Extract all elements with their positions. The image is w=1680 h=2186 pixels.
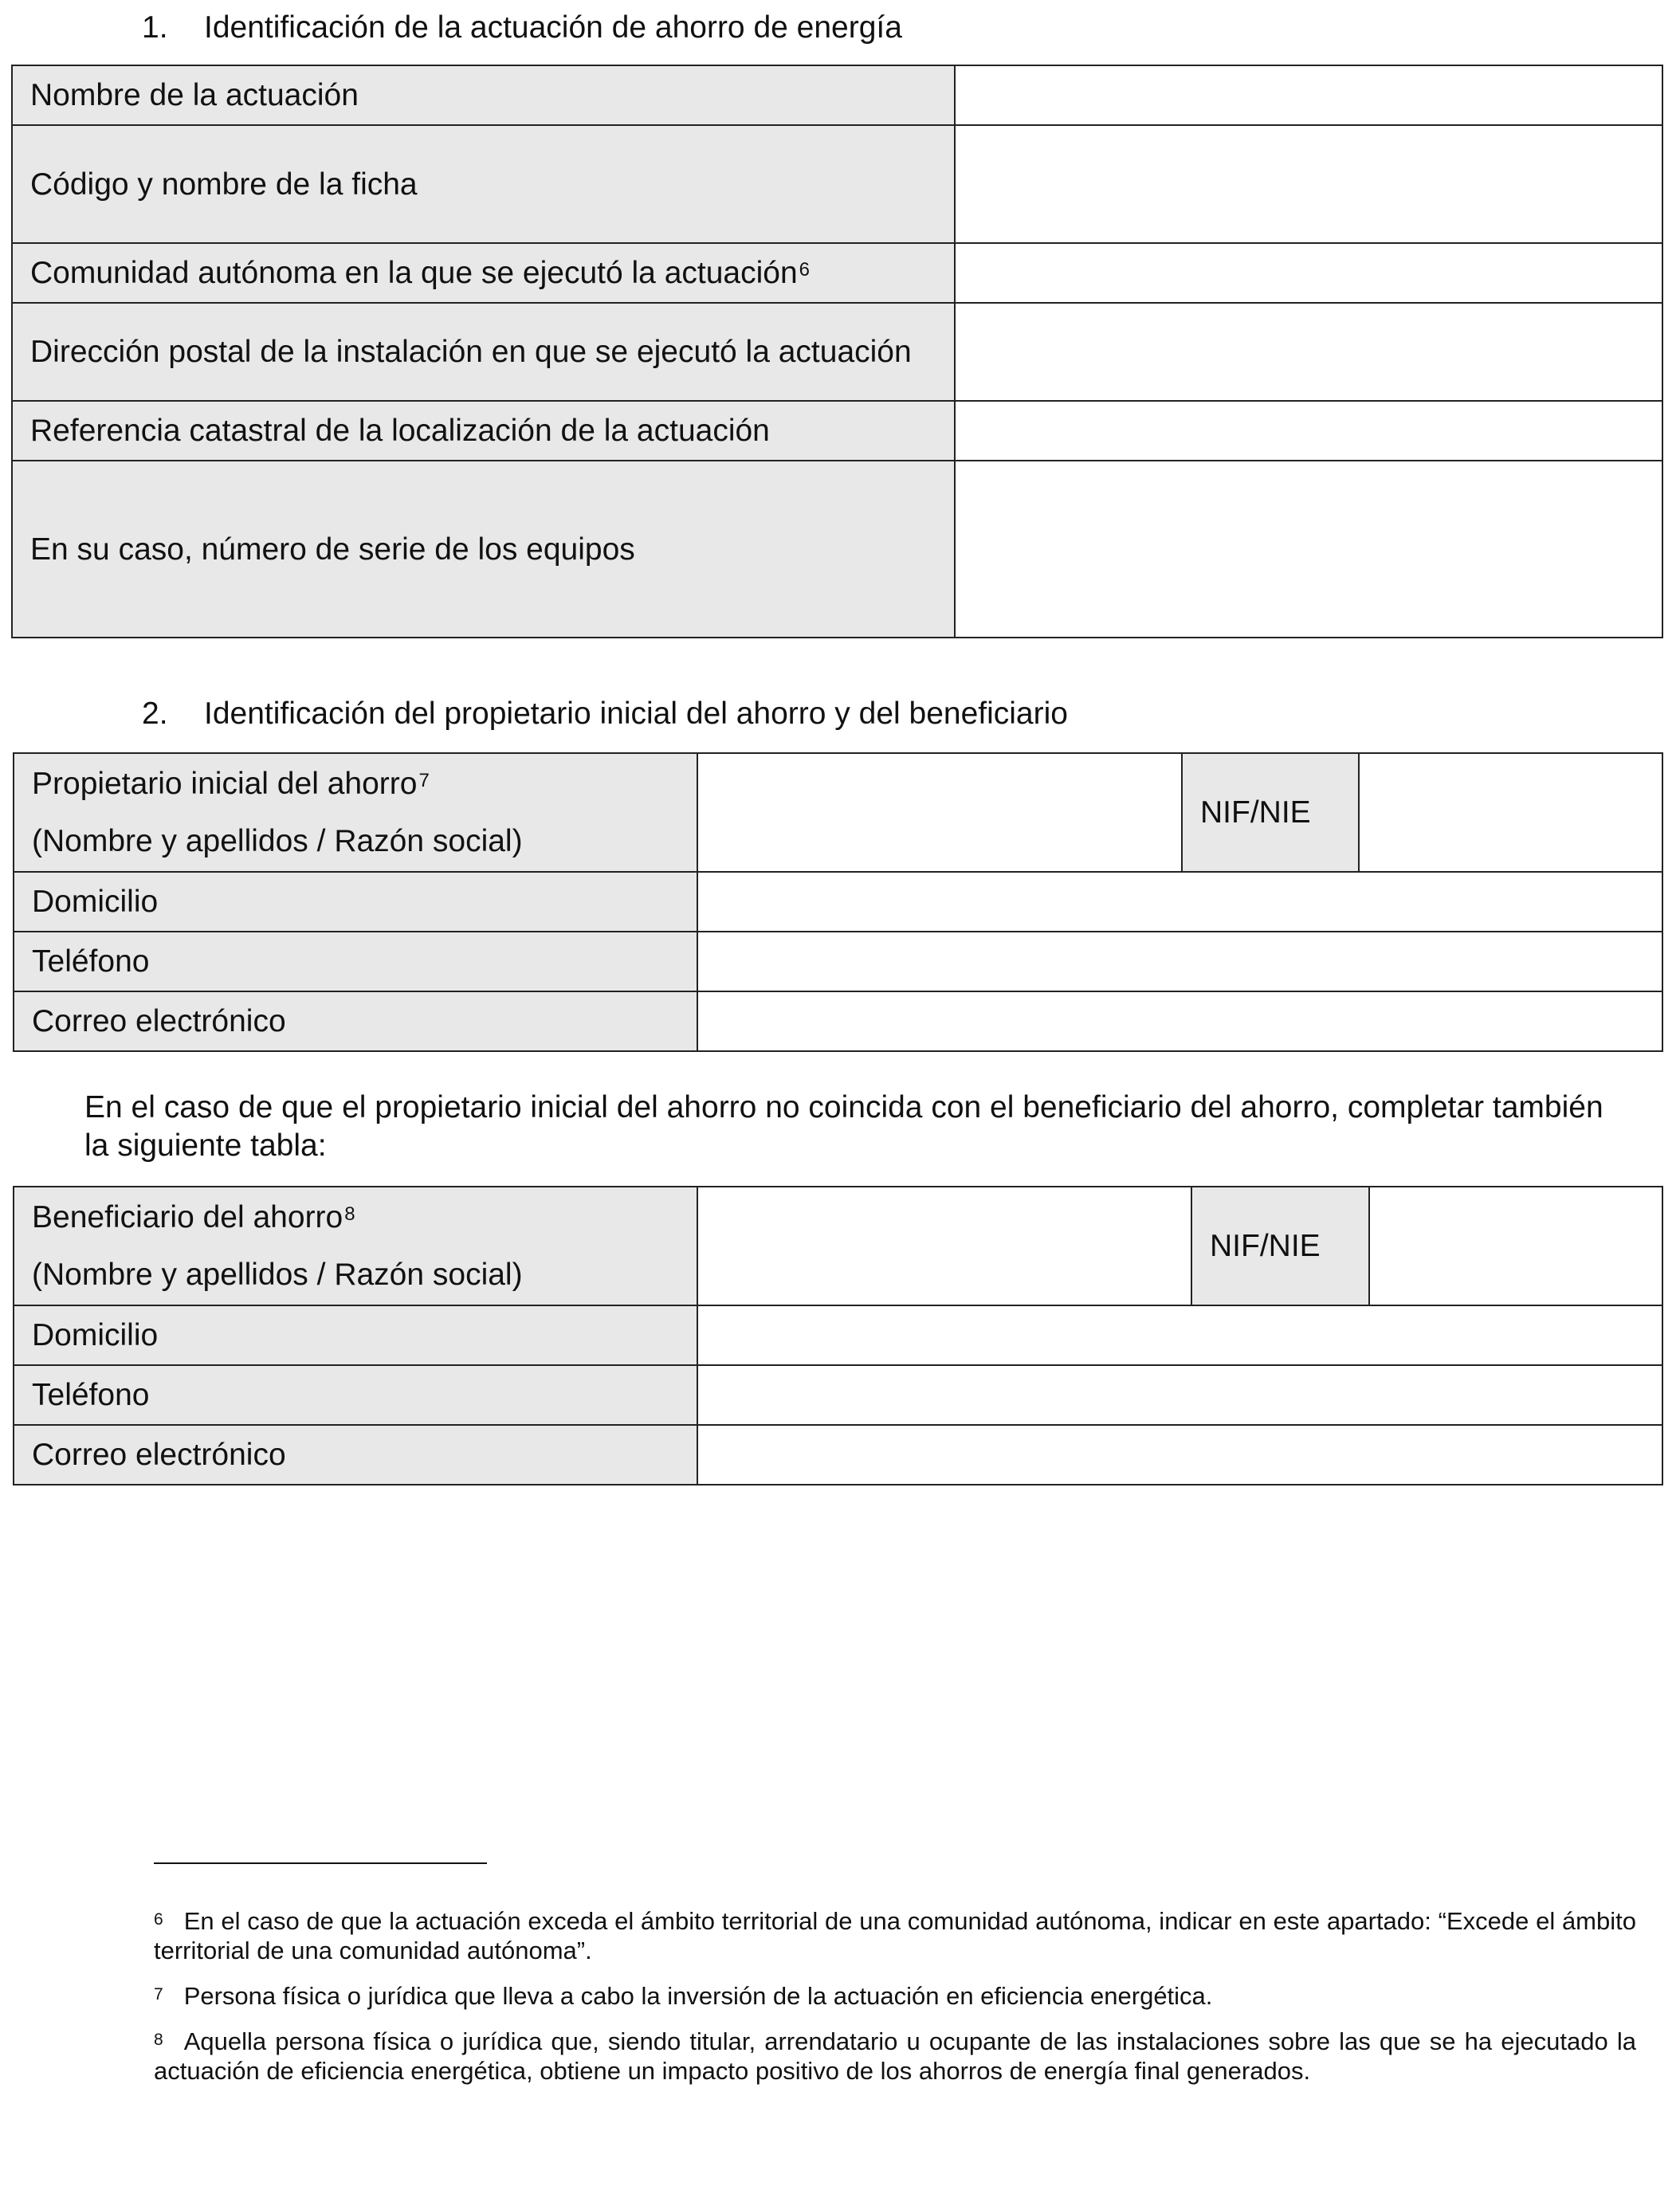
section-2-title: Identificación del propietario inicial del ahorro y del beneficiario: [204, 697, 1068, 731]
beneficiary-nif-label: NIF/NIE: [1191, 1187, 1369, 1305]
table-row: [14, 1425, 1662, 1485]
section-1-title: Identificación de la actuación de ahorro de energía: [204, 10, 902, 45]
owner-name-label-line1: [32, 755, 679, 813]
owner-address-label: Domicilio: [14, 872, 697, 932]
beneficiary-name-label-line1: [32, 1189, 679, 1246]
table-row: [12, 461, 1662, 638]
table-row: [14, 872, 1662, 932]
table-row: [14, 1187, 1662, 1305]
footnote-7: [154, 1981, 1636, 2011]
postal-address-field[interactable]: [955, 303, 1662, 401]
sheet-code-label: Código y nombre de la ficha: [12, 125, 955, 243]
table-row: [14, 1365, 1662, 1425]
owner-name-label-title: Propietario inicial del ahorro: [32, 766, 418, 801]
footnote-ref-6: 6: [799, 259, 811, 281]
footnote-7-text: Persona física o jurídica que lleva a cabo la inversión de la actuación en eficiencia energética.: [183, 1982, 1213, 2010]
serial-number-label: En su caso, número de serie de los equipos: [12, 461, 955, 638]
table-row: [12, 401, 1662, 461]
beneficiary-phone-field[interactable]: [697, 1365, 1662, 1425]
footnote-8-number: 8: [154, 2031, 163, 2049]
footnotes: [154, 1906, 1636, 2086]
owner-nif-field[interactable]: [1359, 753, 1662, 872]
footnote-6-number: 6: [154, 1910, 163, 1929]
serial-number-field[interactable]: [955, 461, 1662, 638]
action-name-label: Nombre de la actuación: [12, 65, 955, 125]
beneficiary-name-field[interactable]: [697, 1187, 1191, 1305]
table-row: [12, 125, 1662, 243]
beneficiary-email-label: Correo electrónico: [14, 1425, 697, 1485]
beneficiary-name-label: [14, 1187, 697, 1305]
table-row: [14, 1305, 1662, 1365]
autonomous-community-label: [12, 243, 955, 303]
owner-phone-label: Teléfono: [14, 932, 697, 991]
beneficiary-address-label: Domicilio: [14, 1305, 697, 1365]
beneficiary-note: En el caso de que el propietario inicial del ahorro no coincida con el beneficiario del ahorro, completar también la siguiente tabla:: [84, 1090, 1603, 1163]
cadastral-reference-label: Referencia catastral de la localización de la actuación: [12, 401, 955, 461]
beneficiary-nif-field[interactable]: [1369, 1187, 1662, 1305]
beneficiary-name-label-title: Beneficiario del ahorro: [32, 1199, 343, 1234]
table-row: [14, 932, 1662, 991]
table-row: [12, 65, 1662, 125]
owner-name-label-line2: (Nombre y apellidos / Razón social): [32, 823, 523, 858]
autonomous-community-label-text: Comunidad autónoma en la que se ejecutó la actuación: [30, 256, 798, 290]
footnote-8-text: Aquella persona física o jurídica que, siendo titular, arrendatario u ocupante de las instalaciones sobre las que se ha ejecutado la actuación de eficiencia energética, obtiene un impacto positivo de los ahorros de energía final generados.: [154, 2027, 1636, 2085]
owner-table: [13, 752, 1663, 1052]
table-row: [12, 243, 1662, 303]
table-row: [14, 753, 1662, 872]
owner-name-field[interactable]: [697, 753, 1182, 872]
owner-phone-field[interactable]: [697, 932, 1662, 991]
action-identification-table: [11, 65, 1663, 638]
footnote-ref-7: 7: [418, 769, 430, 791]
owner-nif-label: NIF/NIE: [1182, 753, 1359, 872]
beneficiary-email-field[interactable]: [697, 1425, 1662, 1485]
action-name-field[interactable]: [955, 65, 1662, 125]
table-row: [14, 991, 1662, 1051]
footnote-6: [154, 1906, 1636, 1965]
footnote-separator: [154, 1862, 487, 1864]
footnote-6-text: En el caso de que la actuación exceda el ámbito territorial de una comunidad autónoma, indicar en este apartado: “Excede el ámbito territorial de una comunidad autónoma”.: [154, 1907, 1636, 1964]
section-2-number: 2.: [142, 697, 168, 731]
autonomous-community-field[interactable]: [955, 243, 1662, 303]
beneficiary-phone-label: Teléfono: [14, 1365, 697, 1425]
owner-email-field[interactable]: [697, 991, 1662, 1051]
postal-address-label: Dirección postal de la instalación en que se ejecutó la actuación: [12, 303, 955, 401]
section-1-heading: [142, 10, 902, 46]
beneficiary-table: [13, 1186, 1663, 1485]
section-2-heading: [142, 696, 1068, 732]
table-row: [12, 303, 1662, 401]
cadastral-reference-field[interactable]: [955, 401, 1662, 461]
sheet-code-field[interactable]: [955, 125, 1662, 243]
footnote-8: [154, 2027, 1636, 2086]
owner-email-label: Correo electrónico: [14, 991, 697, 1051]
section-1-number: 1.: [142, 10, 168, 45]
footnote-ref-8: 8: [344, 1203, 355, 1225]
beneficiary-name-label-line2: (Nombre y apellidos / Razón social): [32, 1257, 523, 1292]
beneficiary-address-field[interactable]: [697, 1305, 1662, 1365]
owner-name-label: [14, 753, 697, 872]
footnote-7-number: 7: [154, 1985, 163, 2004]
owner-address-field[interactable]: [697, 872, 1662, 932]
